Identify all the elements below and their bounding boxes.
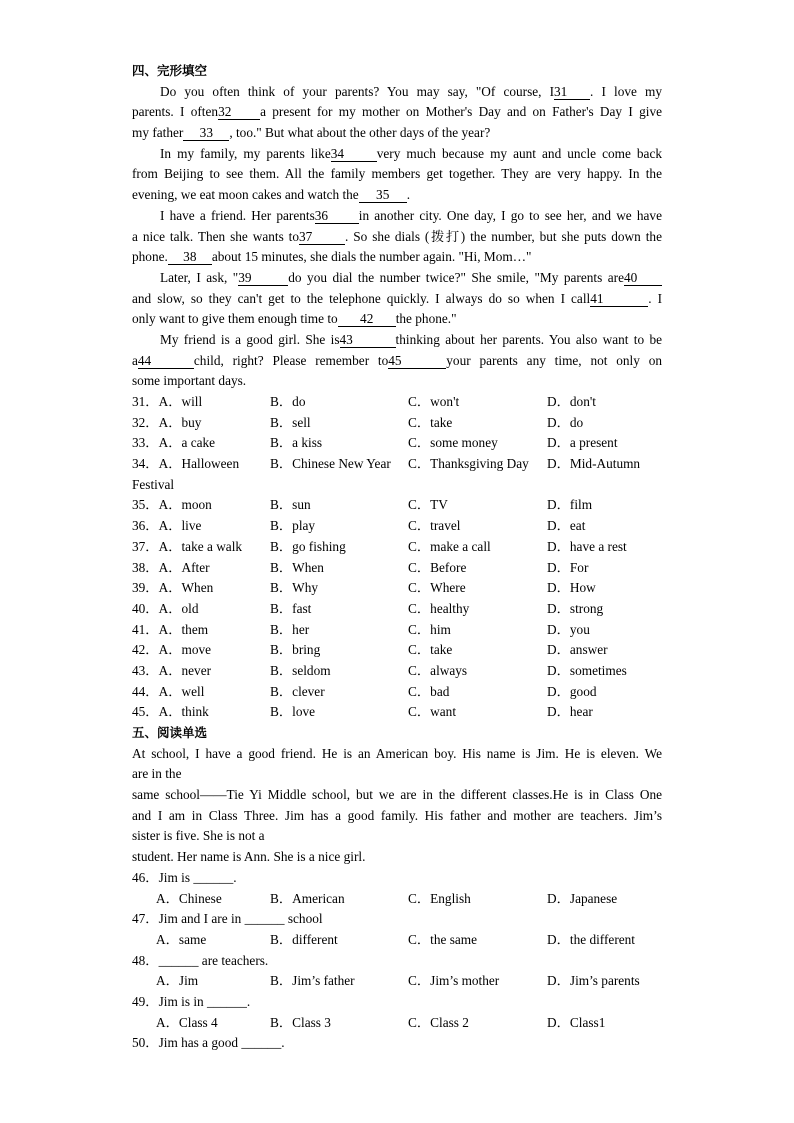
- option-d[interactable]: D．Japanese: [547, 890, 618, 906]
- option-b[interactable]: B．American: [270, 890, 345, 906]
- option-label: D．How: [547, 580, 596, 596]
- option-b[interactable]: [270, 558, 324, 579]
- option-label: C．TV: [408, 497, 448, 513]
- option-a[interactable]: [132, 392, 202, 413]
- option-label: C．Where: [408, 580, 466, 596]
- reading-questions: [132, 868, 662, 1054]
- option-b[interactable]: [270, 392, 305, 413]
- question-number: 44．: [132, 683, 159, 699]
- option-label: A．will: [158, 394, 203, 409]
- option-row: [132, 454, 662, 475]
- option-label: A．Halloween: [158, 456, 240, 472]
- option-row: [132, 702, 662, 723]
- blank-37[interactable]: 37: [299, 229, 345, 245]
- option-label: C．healthy: [408, 600, 470, 616]
- option-label: C．take: [408, 642, 453, 658]
- reading-line: sister is five. She is not a: [132, 828, 265, 844]
- cloze-line: phone. 38 about 15 minutes, she dials the number again. "Hi, Mom…": [132, 249, 532, 265]
- option-label: C．want: [408, 704, 457, 720]
- cloze-line: some important days.: [132, 373, 247, 389]
- option-row: [132, 682, 662, 703]
- option-a[interactable]: A．Class 4: [156, 1014, 218, 1030]
- option-b[interactable]: [270, 682, 325, 703]
- option-label: B．Why: [270, 580, 319, 596]
- option-label: C．some money: [408, 435, 498, 451]
- option-c[interactable]: C．Jim’s mother: [408, 973, 500, 989]
- cloze-line: and slow, so they can't get to the telephone quickly. I always do so when I call41 . I: [132, 290, 662, 306]
- question-number: 35．: [132, 497, 159, 513]
- question-number: 43．: [132, 662, 159, 678]
- exam-content: [132, 61, 662, 1054]
- blank-41[interactable]: 41: [590, 291, 648, 307]
- question-stem: 50．Jim has a good ______.: [132, 1035, 285, 1051]
- option-label: B．fast: [270, 600, 312, 616]
- option-label: A．well: [158, 683, 205, 699]
- option-label: D．do: [547, 414, 584, 430]
- option-c[interactable]: [408, 495, 448, 516]
- option-d[interactable]: D．Class1: [547, 1014, 606, 1030]
- option-row: [132, 516, 662, 537]
- option-label: D．Mid-Autumn: [547, 456, 641, 472]
- option-c[interactable]: C．English: [408, 890, 471, 906]
- option-b[interactable]: [270, 454, 391, 475]
- option-label: D．strong: [547, 600, 604, 616]
- option-a[interactable]: [132, 537, 242, 558]
- option-b[interactable]: B．Jim’s father: [270, 973, 355, 989]
- option-c[interactable]: C．the same: [408, 931, 478, 947]
- option-d[interactable]: [547, 392, 596, 413]
- question-stem: 47．Jim and I are in ______ school: [132, 911, 323, 927]
- option-label: D．don't: [547, 394, 596, 409]
- option-a[interactable]: [132, 454, 239, 475]
- option-a[interactable]: [132, 620, 208, 641]
- option-label: C．travel: [408, 518, 461, 534]
- question-stem: 49．Jim is in ______.: [132, 993, 251, 1009]
- option-wrap-line: Festival: [132, 476, 175, 492]
- option-label: A．After: [158, 559, 210, 575]
- option-c[interactable]: C．Class 2: [408, 1014, 469, 1030]
- blank-36[interactable]: 36: [315, 208, 359, 224]
- blank-34[interactable]: 34: [331, 146, 377, 162]
- option-b[interactable]: B．different: [270, 931, 338, 947]
- option-label: D．sometimes: [547, 662, 627, 678]
- blank-42[interactable]: 42: [338, 311, 396, 327]
- question-number: 42．: [132, 642, 159, 658]
- option-b[interactable]: [270, 599, 311, 620]
- option-label: A．a cake: [158, 435, 216, 451]
- option-row: [132, 537, 662, 558]
- option-c[interactable]: [408, 433, 498, 454]
- option-row: [132, 413, 662, 434]
- option-a[interactable]: A．Jim: [156, 973, 199, 989]
- option-label: C．Before: [408, 559, 467, 575]
- option-d[interactable]: [547, 433, 618, 454]
- cloze-line: parents. I often32 a present for my mother on Mother's Day and on Father's Day I give: [132, 104, 662, 120]
- option-b[interactable]: [270, 702, 315, 723]
- option-a[interactable]: [132, 578, 213, 599]
- option-row: [132, 433, 662, 454]
- option-row: [132, 661, 662, 682]
- option-b[interactable]: [270, 413, 311, 434]
- option-label: C．him: [408, 621, 451, 637]
- blank-31[interactable]: 31: [554, 84, 590, 100]
- cloze-options: [132, 392, 662, 723]
- cloze-line: a nice talk. Then she wants to37 . So she dials (拨打) the number, but she puts down the: [132, 228, 662, 244]
- option-row: [132, 578, 662, 599]
- option-b[interactable]: [270, 640, 320, 661]
- option-label: A．buy: [158, 414, 202, 430]
- option-row: [132, 392, 662, 413]
- option-c[interactable]: [408, 702, 456, 723]
- reading-line: At school, I have a good friend. He is an American boy. His name is Jim. He is eleven. We: [132, 745, 662, 761]
- cloze-line: from Beijing to see them. All the family members get together. They are very happy. In the: [132, 166, 662, 182]
- option-label: A．them: [158, 621, 209, 637]
- option-label: A．think: [158, 704, 209, 720]
- option-label: D．eat: [547, 518, 586, 534]
- question-number: 37．: [132, 538, 159, 554]
- option-c[interactable]: [408, 682, 449, 703]
- option-label: C．won't: [408, 394, 460, 409]
- option-label: A．When: [158, 580, 214, 596]
- option-label: A．take a walk: [158, 538, 243, 554]
- option-row: [132, 599, 662, 620]
- option-c[interactable]: [408, 558, 466, 579]
- option-b[interactable]: [270, 578, 318, 599]
- option-label: B．sell: [270, 414, 311, 430]
- option-label: A．moon: [158, 497, 212, 513]
- option-d[interactable]: [547, 620, 590, 641]
- question-number: 33．: [132, 435, 159, 451]
- option-label: B．Chinese New Year: [270, 456, 391, 472]
- option-label: D．hear: [547, 704, 593, 720]
- option-b[interactable]: [270, 537, 346, 558]
- option-a[interactable]: [132, 558, 210, 579]
- question-stem: 46．Jim is ______.: [132, 869, 237, 885]
- question-stem: 48．______ are teachers.: [132, 952, 269, 968]
- option-a[interactable]: [132, 495, 212, 516]
- option-a[interactable]: [132, 433, 215, 454]
- option-row: [132, 495, 662, 516]
- question-number: 34．: [132, 456, 159, 472]
- cloze-line: In my family, my parents like34 very much because my aunt and uncle come back: [160, 145, 663, 161]
- option-label: C．Thanksgiving Day: [408, 456, 529, 472]
- option-d[interactable]: D．the different: [547, 931, 636, 947]
- cloze-line: a44 child, right? Please remember to45 your parents any time, not only on: [132, 352, 662, 368]
- option-label: B．play: [270, 518, 316, 534]
- question-number: 36．: [132, 518, 159, 534]
- blank-39[interactable]: 39: [238, 270, 288, 286]
- option-c[interactable]: [408, 537, 491, 558]
- question-number: 41．: [132, 621, 159, 637]
- option-label: B．her: [270, 621, 310, 637]
- option-label: D．For: [547, 559, 589, 575]
- question-number: 39．: [132, 580, 159, 596]
- option-row: [132, 640, 662, 661]
- blank-40[interactable]: 40: [624, 270, 662, 286]
- option-row: [132, 889, 662, 910]
- blank-35[interactable]: 35: [359, 187, 407, 203]
- option-row: [132, 971, 662, 992]
- option-d[interactable]: [547, 413, 583, 434]
- option-label: D．answer: [547, 642, 608, 658]
- question-number: 32．: [132, 414, 159, 430]
- option-d[interactable]: [547, 537, 627, 558]
- option-d[interactable]: [547, 578, 596, 599]
- question-number: 38．: [132, 559, 159, 575]
- cloze-line: Later, I ask, "39 do you dial the number twice?" She smile, "My parents are40: [132, 268, 662, 289]
- option-label: D．film: [547, 497, 593, 513]
- option-d[interactable]: [547, 682, 597, 703]
- option-a[interactable]: [132, 702, 209, 723]
- option-label: C．take: [408, 414, 453, 430]
- option-a[interactable]: A．Chinese: [156, 890, 222, 906]
- option-c[interactable]: [408, 599, 469, 620]
- cloze-line: evening, we eat moon cakes and watch the 35 .: [132, 187, 411, 203]
- blank-33[interactable]: 33: [183, 125, 229, 141]
- option-label: B．When: [270, 559, 324, 575]
- option-d[interactable]: [547, 454, 640, 475]
- option-b[interactable]: B．Class 3: [270, 1014, 331, 1030]
- option-a[interactable]: [132, 599, 198, 620]
- option-label: B．sun: [270, 497, 311, 513]
- option-label: D．a present: [547, 435, 618, 451]
- option-d[interactable]: D．Jim’s parents: [547, 973, 640, 989]
- blank-45[interactable]: 45: [388, 353, 446, 369]
- section-5-heading: 五、阅读单选: [132, 725, 208, 740]
- reading-line: are in the: [132, 766, 182, 782]
- cloze-line: Do you often think of your parents? You may say, "Of course, I31 . I love my: [160, 83, 663, 99]
- option-label: A．never: [158, 662, 212, 678]
- option-d[interactable]: [547, 558, 588, 579]
- option-label: B．clever: [270, 683, 325, 699]
- option-d[interactable]: [547, 661, 627, 682]
- option-c[interactable]: [408, 578, 466, 599]
- option-b[interactable]: [270, 433, 322, 454]
- option-d[interactable]: [547, 640, 608, 661]
- option-b[interactable]: [270, 516, 315, 537]
- cloze-line: My friend is a good girl. She is43 thinking about her parents. You also want to be: [160, 331, 662, 347]
- option-label: D．good: [547, 683, 597, 699]
- option-label: B．bring: [270, 642, 321, 658]
- option-label: A．move: [158, 642, 212, 658]
- cloze-line: I have a friend. Her parents36 in another city. One day, I go to see her, and we have: [160, 207, 662, 223]
- cloze-line: only want to give them enough time to 42 the phone.": [132, 311, 457, 327]
- question-number: 31．: [132, 394, 159, 409]
- option-b[interactable]: [270, 661, 331, 682]
- option-c[interactable]: [408, 620, 451, 641]
- reading-line: student. Her name is Ann. She is a nice girl.: [132, 849, 366, 865]
- option-row: [132, 1013, 662, 1034]
- option-label: C．make a call: [408, 538, 491, 554]
- option-label: C．bad: [408, 683, 450, 699]
- option-c[interactable]: [408, 454, 529, 475]
- question-number: 45．: [132, 704, 159, 720]
- question-number: 40．: [132, 600, 159, 616]
- reading-line: and I am in Class Three. Jim has a good family. His father and mother are teachers. Jim’s: [132, 807, 662, 823]
- blank-32[interactable]: 32: [218, 104, 260, 120]
- option-row: [132, 558, 662, 579]
- blank-44[interactable]: 44: [138, 353, 194, 369]
- option-row: [132, 620, 662, 641]
- option-d[interactable]: [547, 702, 593, 723]
- option-c[interactable]: [408, 413, 452, 434]
- option-label: B．love: [270, 704, 316, 720]
- reading-line: same school——Tie Yi Middle school, but we are in the different classes.He is in Class One: [132, 787, 662, 803]
- option-a[interactable]: A．same: [156, 931, 207, 947]
- option-d[interactable]: [547, 599, 603, 620]
- cloze-line: my father 33 , too." But what about the other days of the year?: [132, 125, 491, 141]
- option-a[interactable]: [132, 516, 201, 537]
- option-a[interactable]: [132, 413, 201, 434]
- section-4-heading: 四、完形填空: [132, 63, 208, 78]
- option-label: A．old: [158, 600, 199, 616]
- option-a[interactable]: [132, 661, 211, 682]
- option-a[interactable]: [132, 640, 211, 661]
- option-d[interactable]: [547, 495, 592, 516]
- option-b[interactable]: [270, 620, 309, 641]
- option-a[interactable]: [132, 682, 204, 703]
- option-d[interactable]: [547, 516, 585, 537]
- option-label: B．seldom: [270, 662, 331, 678]
- blank-38[interactable]: 38: [168, 249, 212, 265]
- option-b[interactable]: [270, 495, 311, 516]
- option-c[interactable]: [408, 661, 467, 682]
- option-c[interactable]: [408, 640, 452, 661]
- option-c[interactable]: [408, 516, 460, 537]
- option-label: B．go fishing: [270, 538, 346, 554]
- option-label: A．live: [158, 518, 202, 534]
- option-c[interactable]: [408, 392, 459, 413]
- option-row: [132, 930, 662, 951]
- option-label: B．a kiss: [270, 435, 323, 451]
- blank-43[interactable]: 43: [340, 332, 396, 348]
- option-label: D．you: [547, 621, 590, 637]
- option-label: D．have a rest: [547, 538, 627, 554]
- option-label: B．do: [270, 394, 306, 409]
- option-label: C．always: [408, 662, 468, 678]
